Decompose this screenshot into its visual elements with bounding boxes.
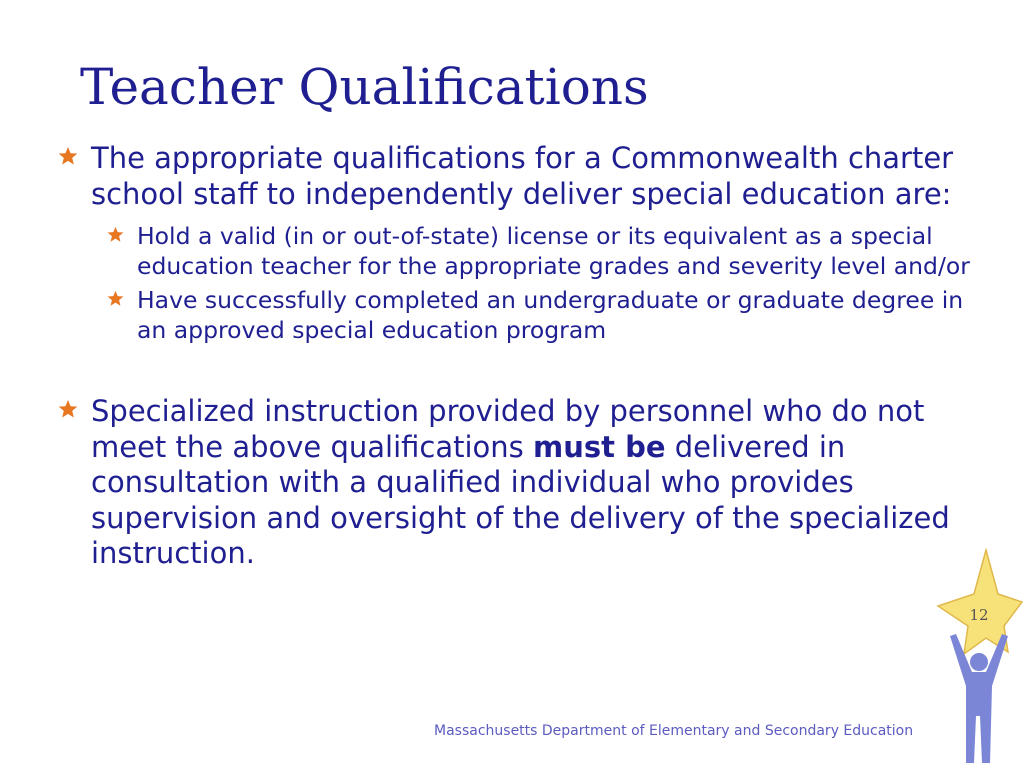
sub-bullet-item (107, 286, 978, 345)
sub-bullet-text: Have successfully completed an undergraduate or graduate degree in an approved special education program (137, 286, 964, 344)
sub-bullet-list (107, 222, 978, 345)
star-bullet-icon (107, 226, 124, 243)
bullet-item (58, 141, 978, 212)
slide-title: Teacher Qualifications (80, 58, 649, 116)
page-number: 12 (969, 606, 989, 624)
footer-text: Massachusetts Department of Elementary and Secondary Education (434, 723, 914, 739)
emphasis-text: must be (533, 429, 666, 464)
star-bullet-icon (107, 290, 124, 307)
sub-bullet-text: Hold a valid (in or out-of-state) license or its equivalent as a special education teacher for the appropriate grades and severity level and/or (137, 222, 970, 280)
bullet-text-part: Specialized instruction provided by personnel who do not meet the above qualifications (91, 394, 925, 464)
bullet-text: The appropriate qualifications for a Commonwealth charter school staff to independently deliver special education are: (91, 141, 954, 211)
sub-bullet-item (107, 222, 978, 281)
spacer (58, 350, 978, 394)
slide-content (58, 141, 978, 572)
star-bullet-icon (58, 399, 78, 419)
bullet-text (91, 394, 950, 570)
bullet-item (58, 394, 978, 572)
star-person-logo (928, 548, 1024, 768)
bullet-text-part: delivered in consultation with a qualified individual who provides supervision and oversight of the delivery of the specialized instruction. (91, 429, 950, 570)
star-bullet-icon (58, 146, 78, 166)
